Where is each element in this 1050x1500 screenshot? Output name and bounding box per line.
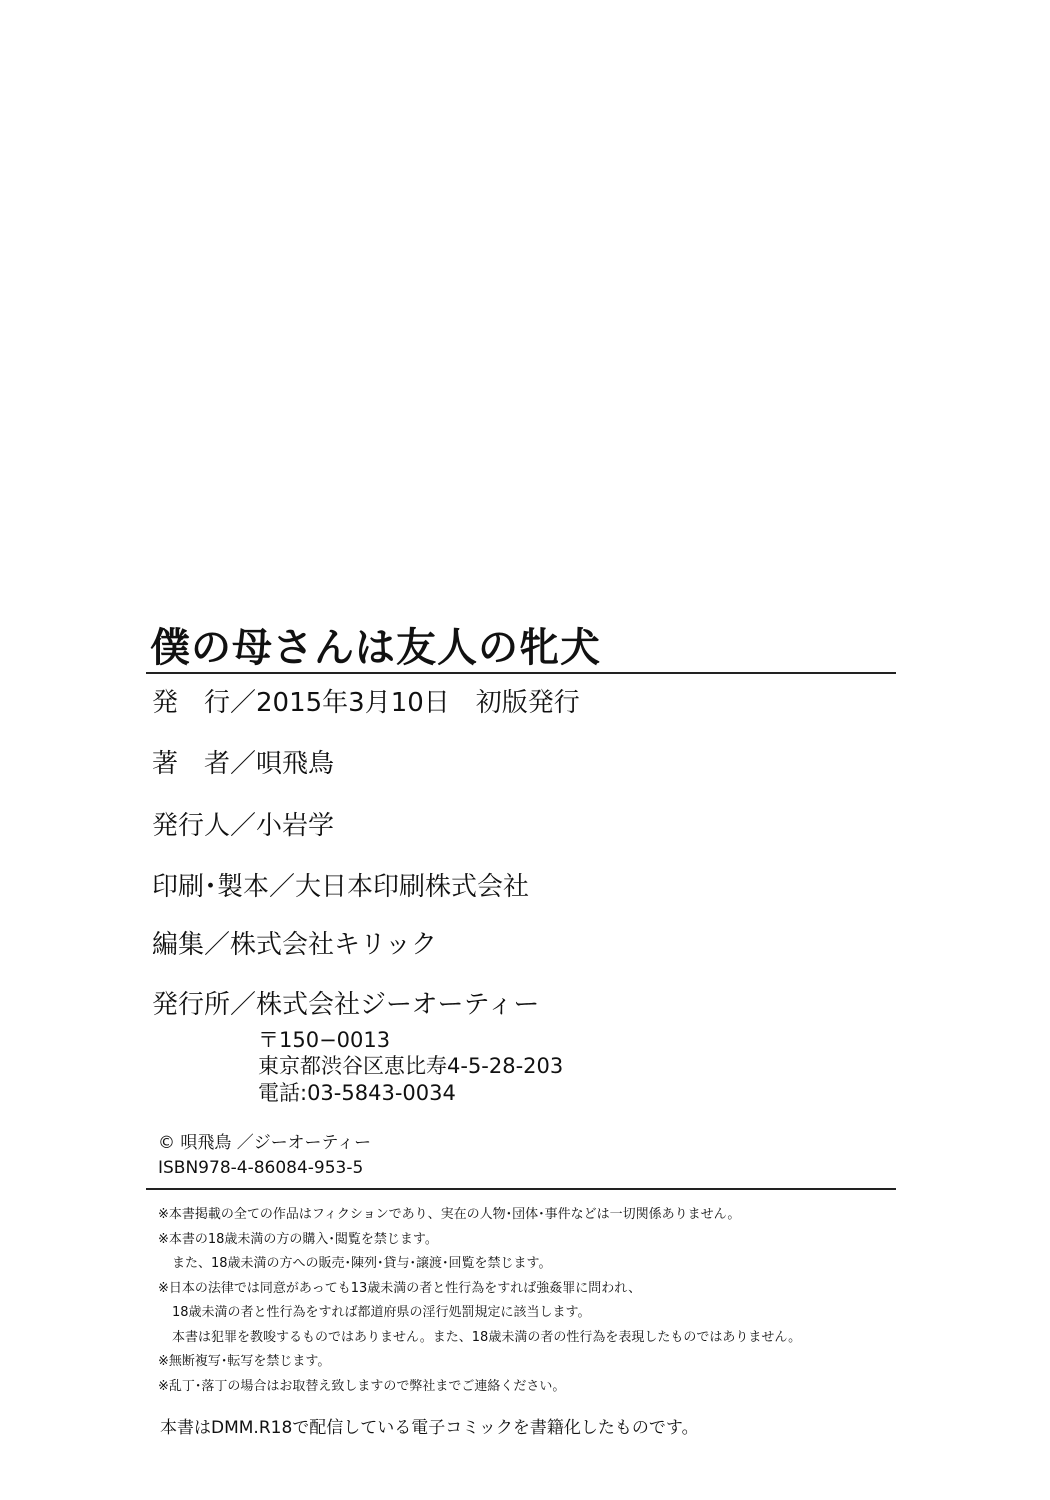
phone-number: 電話:03-5843-0034 [258,1081,456,1105]
notice-line: ※日本の法律では同意があっても13歳未満の者と性行為をすれば強姦罪に問われ、 [158,1281,642,1296]
isbn-line: ISBN978-4-86084-953-5 [158,1158,364,1178]
notice-line: ※本書の18歳未満の方の購入･閲覧を禁じます。 [158,1232,438,1247]
notice-line: 18歳未満の者と性行為をすれば都道府県の淫行処罰規定に該当します。 [172,1305,591,1320]
author-line: 著 者／唄飛鳥 [152,749,335,779]
copyright-line: © 唄飛鳥 ／ジーオーティー [158,1133,372,1153]
notice-line: ※無断複写･転写を禁じます。 [158,1354,331,1369]
notice-line: ※本書掲載の全ての作品はフィクションであり、実在の人物･団体･事件などは一切関係ありません。 [158,1207,741,1222]
publisher-person-line: 発行人／小岩学 [152,811,335,841]
publisher-line: 発行所／株式会社ジーオーティー [152,990,540,1020]
notice-line: ※乱丁･落丁の場合はお取替え致しますので弊社までご連絡ください。 [158,1379,566,1394]
notice-line: また、18歳未満の方への販売･陳列･貸与･譲渡･回覧を禁じます。 [172,1256,552,1271]
closing-note: 本書はDMM.R18で配信している電子コミックを書籍化したものです。 [160,1418,699,1438]
postal-code: 〒150−0013 [258,1028,391,1052]
publish-date-line: 発 行／2015年3月10日 初版発行 [152,688,580,718]
book-title: 僕の母さんは友人の牝犬 [150,625,601,671]
notice-line: 本書は犯罪を教唆するものではありません。また、18歳未満の者の性行為を表現したものではありません。 [172,1330,802,1345]
editing-line: 編集／株式会社キリック [152,930,437,960]
notice-divider [146,1188,896,1190]
street-address: 東京都渋谷区恵比寿4-5-28-203 [258,1054,564,1078]
printing-line: 印刷･製本／大日本印刷株式会社 [152,872,530,902]
title-divider [146,672,896,674]
